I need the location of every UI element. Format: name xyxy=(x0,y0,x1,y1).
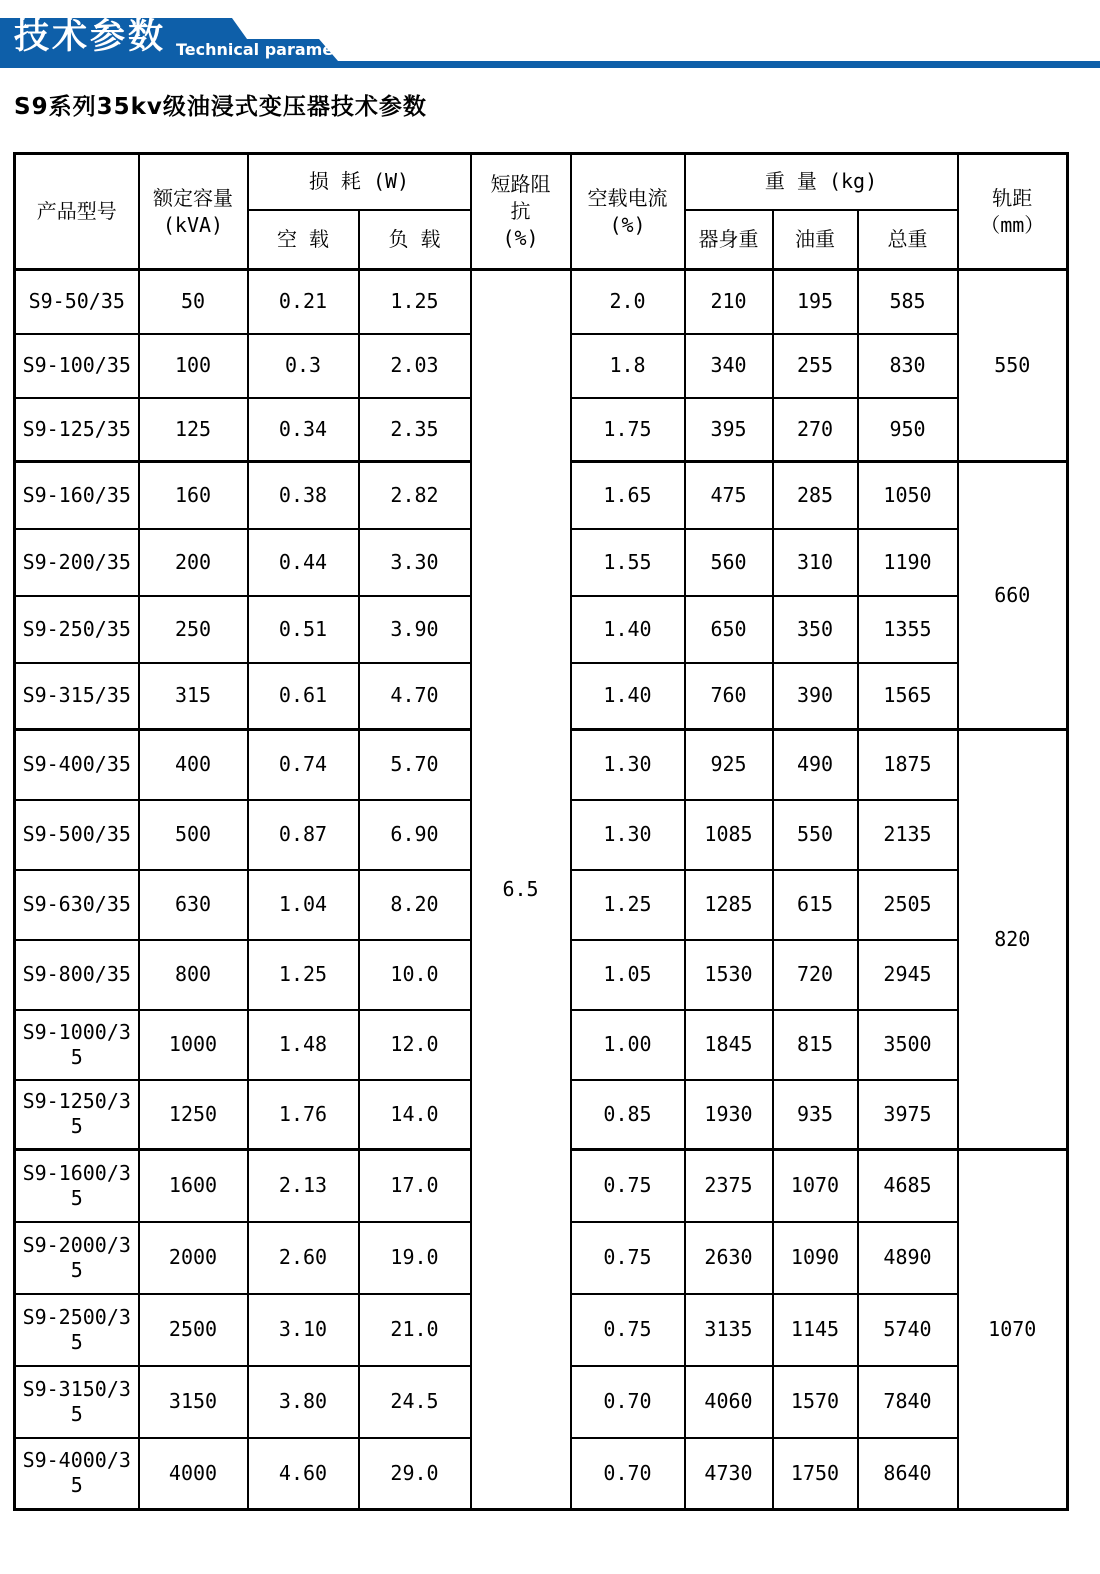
oil-weight-cell: 270 xyxy=(773,398,858,462)
body-weight-cell: 2375 xyxy=(685,1150,773,1222)
model-cell: S9-100/35 xyxy=(15,334,139,398)
load-loss-cell: 21.0 xyxy=(359,1294,471,1366)
impedance-cell: 6.5 xyxy=(471,270,571,1510)
no-load-current-cell: 1.30 xyxy=(571,800,685,870)
oil-weight-cell: 350 xyxy=(773,596,858,663)
body-weight-cell: 210 xyxy=(685,270,773,334)
oil-weight-cell: 255 xyxy=(773,334,858,398)
model-cell: S9-2000/35 xyxy=(15,1222,139,1294)
no-load-loss-cell: 2.13 xyxy=(248,1150,359,1222)
header-impedance-line1: 短路阻 xyxy=(490,172,551,196)
load-loss-cell: 1.25 xyxy=(359,270,471,334)
load-loss-cell: 10.0 xyxy=(359,940,471,1010)
total-weight-cell: 2505 xyxy=(858,870,958,940)
total-weight-cell: 3500 xyxy=(858,1010,958,1080)
header-oil-weight: 油重 xyxy=(773,210,858,270)
total-weight-cell: 2945 xyxy=(858,940,958,1010)
body-weight-cell: 3135 xyxy=(685,1294,773,1366)
no-load-current-cell: 1.75 xyxy=(571,398,685,462)
no-load-loss-cell: 0.61 xyxy=(248,663,359,730)
total-weight-cell: 950 xyxy=(858,398,958,462)
no-load-loss-cell: 0.74 xyxy=(248,730,359,800)
header-rated-capacity xyxy=(139,154,248,270)
body-weight-cell: 1085 xyxy=(685,800,773,870)
header-no-load-loss: 空 载 xyxy=(248,210,359,270)
model-cell: S9-1000/35 xyxy=(15,1010,139,1080)
no-load-loss-cell: 0.87 xyxy=(248,800,359,870)
body-weight-cell: 340 xyxy=(685,334,773,398)
model-cell: S9-250/35 xyxy=(15,596,139,663)
oil-weight-cell: 1570 xyxy=(773,1366,858,1438)
oil-weight-cell: 310 xyxy=(773,529,858,596)
no-load-loss-cell: 1.25 xyxy=(248,940,359,1010)
body-weight-cell: 1285 xyxy=(685,870,773,940)
banner-title-en: Technical parameter xyxy=(176,40,360,59)
total-weight-cell: 585 xyxy=(858,270,958,334)
no-load-current-cell: 1.55 xyxy=(571,529,685,596)
no-load-loss-cell: 0.21 xyxy=(248,270,359,334)
total-weight-cell: 4685 xyxy=(858,1150,958,1222)
oil-weight-cell: 285 xyxy=(773,462,858,529)
capacity-cell: 1600 xyxy=(139,1150,248,1222)
spec-table-head xyxy=(15,154,1068,270)
capacity-cell: 1000 xyxy=(139,1010,248,1080)
load-loss-cell: 14.0 xyxy=(359,1080,471,1150)
gauge-cell: 820 xyxy=(958,730,1068,1150)
load-loss-cell: 2.82 xyxy=(359,462,471,529)
header-gauge-line1: 轨距 xyxy=(992,185,1033,210)
header-loss-group: 损 耗 (W) xyxy=(248,154,471,210)
header-rated-capacity-line1: 额定容量 xyxy=(153,185,233,210)
table-row xyxy=(15,270,1068,334)
model-cell: S9-3150/35 xyxy=(15,1366,139,1438)
capacity-cell: 400 xyxy=(139,730,248,800)
total-weight-cell: 1565 xyxy=(858,663,958,730)
no-load-loss-cell: 0.44 xyxy=(248,529,359,596)
header-impedance-line2: 抗 xyxy=(510,199,531,223)
model-cell: S9-315/35 xyxy=(15,663,139,730)
body-weight-cell: 2630 xyxy=(685,1222,773,1294)
capacity-cell: 1250 xyxy=(139,1080,248,1150)
no-load-current-cell: 1.00 xyxy=(571,1010,685,1080)
no-load-current-cell: 0.75 xyxy=(571,1222,685,1294)
capacity-cell: 4000 xyxy=(139,1438,248,1510)
no-load-loss-cell: 4.60 xyxy=(248,1438,359,1510)
model-cell: S9-125/35 xyxy=(15,398,139,462)
no-load-current-cell: 1.65 xyxy=(571,462,685,529)
no-load-current-cell: 1.40 xyxy=(571,663,685,730)
capacity-cell: 315 xyxy=(139,663,248,730)
total-weight-cell: 1875 xyxy=(858,730,958,800)
capacity-cell: 630 xyxy=(139,870,248,940)
no-load-loss-cell: 0.38 xyxy=(248,462,359,529)
header-no-load-current-line1: 空载电流 xyxy=(587,185,668,210)
total-weight-cell: 830 xyxy=(858,334,958,398)
no-load-loss-cell: 3.80 xyxy=(248,1366,359,1438)
spec-table xyxy=(13,152,1069,1511)
header-gauge-line2: （mm） xyxy=(980,212,1045,237)
body-weight-cell: 560 xyxy=(685,529,773,596)
body-weight-cell: 1845 xyxy=(685,1010,773,1080)
model-cell: S9-800/35 xyxy=(15,940,139,1010)
body-weight-cell: 4060 xyxy=(685,1366,773,1438)
oil-weight-cell: 1145 xyxy=(773,1294,858,1366)
model-cell: S9-50/35 xyxy=(15,270,139,334)
no-load-current-cell: 0.75 xyxy=(571,1150,685,1222)
oil-weight-cell: 390 xyxy=(773,663,858,730)
load-loss-cell: 6.90 xyxy=(359,800,471,870)
load-loss-cell: 17.0 xyxy=(359,1150,471,1222)
model-cell: S9-2500/35 xyxy=(15,1294,139,1366)
total-weight-cell: 3975 xyxy=(858,1080,958,1150)
model-cell: S9-200/35 xyxy=(15,529,139,596)
body-weight-cell: 475 xyxy=(685,462,773,529)
capacity-cell: 2000 xyxy=(139,1222,248,1294)
capacity-cell: 250 xyxy=(139,596,248,663)
header-no-load-current-line2: (%) xyxy=(609,212,646,237)
body-weight-cell: 1930 xyxy=(685,1080,773,1150)
no-load-loss-cell: 1.48 xyxy=(248,1010,359,1080)
total-weight-cell: 1355 xyxy=(858,596,958,663)
capacity-cell: 3150 xyxy=(139,1366,248,1438)
capacity-cell: 500 xyxy=(139,800,248,870)
load-loss-cell: 19.0 xyxy=(359,1222,471,1294)
capacity-cell: 2500 xyxy=(139,1294,248,1366)
banner xyxy=(0,0,1100,70)
no-load-loss-cell: 0.3 xyxy=(248,334,359,398)
header-rated-capacity-line2: (kVA) xyxy=(162,212,224,237)
no-load-current-cell: 0.75 xyxy=(571,1294,685,1366)
load-loss-cell: 3.30 xyxy=(359,529,471,596)
load-loss-cell: 4.70 xyxy=(359,663,471,730)
capacity-cell: 200 xyxy=(139,529,248,596)
oil-weight-cell: 1090 xyxy=(773,1222,858,1294)
capacity-cell: 800 xyxy=(139,940,248,1010)
no-load-loss-cell: 1.04 xyxy=(248,870,359,940)
no-load-current-cell: 1.30 xyxy=(571,730,685,800)
capacity-cell: 100 xyxy=(139,334,248,398)
header-total-weight: 总重 xyxy=(858,210,958,270)
total-weight-cell: 5740 xyxy=(858,1294,958,1366)
header-no-load-current xyxy=(571,154,685,270)
total-weight-cell: 1050 xyxy=(858,462,958,529)
load-loss-cell: 8.20 xyxy=(359,870,471,940)
no-load-current-cell: 1.05 xyxy=(571,940,685,1010)
load-loss-cell: 2.03 xyxy=(359,334,471,398)
body-weight-cell: 925 xyxy=(685,730,773,800)
body-weight-cell: 760 xyxy=(685,663,773,730)
no-load-current-cell: 2.0 xyxy=(571,270,685,334)
model-cell: S9-1600/35 xyxy=(15,1150,139,1222)
no-load-loss-cell: 3.10 xyxy=(248,1294,359,1366)
body-weight-cell: 650 xyxy=(685,596,773,663)
header-product-model: 产品型号 xyxy=(15,154,139,270)
no-load-loss-cell: 1.76 xyxy=(248,1080,359,1150)
no-load-current-cell: 1.40 xyxy=(571,596,685,663)
no-load-loss-cell: 0.34 xyxy=(248,398,359,462)
header-impedance xyxy=(471,154,571,270)
total-weight-cell: 7840 xyxy=(858,1366,958,1438)
oil-weight-cell: 550 xyxy=(773,800,858,870)
no-load-current-cell: 1.25 xyxy=(571,870,685,940)
gauge-cell: 660 xyxy=(958,462,1068,730)
body-weight-cell: 395 xyxy=(685,398,773,462)
header-row-1 xyxy=(15,154,1068,210)
load-loss-cell: 29.0 xyxy=(359,1438,471,1510)
capacity-cell: 50 xyxy=(139,270,248,334)
load-loss-cell: 12.0 xyxy=(359,1010,471,1080)
gauge-cell: 550 xyxy=(958,270,1068,462)
oil-weight-cell: 195 xyxy=(773,270,858,334)
oil-weight-cell: 815 xyxy=(773,1010,858,1080)
oil-weight-cell: 615 xyxy=(773,870,858,940)
banner-title-zh: 技术参数 xyxy=(14,17,167,57)
model-cell: S9-500/35 xyxy=(15,800,139,870)
header-load-loss: 负 载 xyxy=(359,210,471,270)
no-load-loss-cell: 0.51 xyxy=(248,596,359,663)
model-cell: S9-4000/35 xyxy=(15,1438,139,1510)
header-gauge xyxy=(958,154,1068,270)
header-body-weight: 器身重 xyxy=(685,210,773,270)
total-weight-cell: 1190 xyxy=(858,529,958,596)
model-cell: S9-400/35 xyxy=(15,730,139,800)
spec-table-body xyxy=(15,270,1068,1510)
no-load-current-cell: 1.8 xyxy=(571,334,685,398)
load-loss-cell: 3.90 xyxy=(359,596,471,663)
oil-weight-cell: 490 xyxy=(773,730,858,800)
model-cell: S9-630/35 xyxy=(15,870,139,940)
oil-weight-cell: 720 xyxy=(773,940,858,1010)
oil-weight-cell: 1070 xyxy=(773,1150,858,1222)
gauge-cell: 1070 xyxy=(958,1150,1068,1510)
total-weight-cell: 4890 xyxy=(858,1222,958,1294)
capacity-cell: 160 xyxy=(139,462,248,529)
body-weight-cell: 1530 xyxy=(685,940,773,1010)
model-cell: S9-1250/35 xyxy=(15,1080,139,1150)
capacity-cell: 125 xyxy=(139,398,248,462)
load-loss-cell: 5.70 xyxy=(359,730,471,800)
oil-weight-cell: 935 xyxy=(773,1080,858,1150)
total-weight-cell: 2135 xyxy=(858,800,958,870)
header-weight-group: 重 量 (kg) xyxy=(685,154,958,210)
no-load-current-cell: 0.70 xyxy=(571,1438,685,1510)
total-weight-cell: 8640 xyxy=(858,1438,958,1510)
no-load-loss-cell: 2.60 xyxy=(248,1222,359,1294)
model-cell: S9-160/35 xyxy=(15,462,139,529)
body-weight-cell: 4730 xyxy=(685,1438,773,1510)
no-load-current-cell: 0.70 xyxy=(571,1366,685,1438)
page-title: S9系列35kv级油浸式变压器技术参数 xyxy=(14,94,427,120)
no-load-current-cell: 0.85 xyxy=(571,1080,685,1150)
load-loss-cell: 24.5 xyxy=(359,1366,471,1438)
load-loss-cell: 2.35 xyxy=(359,398,471,462)
header-impedance-line3: (%) xyxy=(502,226,539,250)
oil-weight-cell: 1750 xyxy=(773,1438,858,1510)
